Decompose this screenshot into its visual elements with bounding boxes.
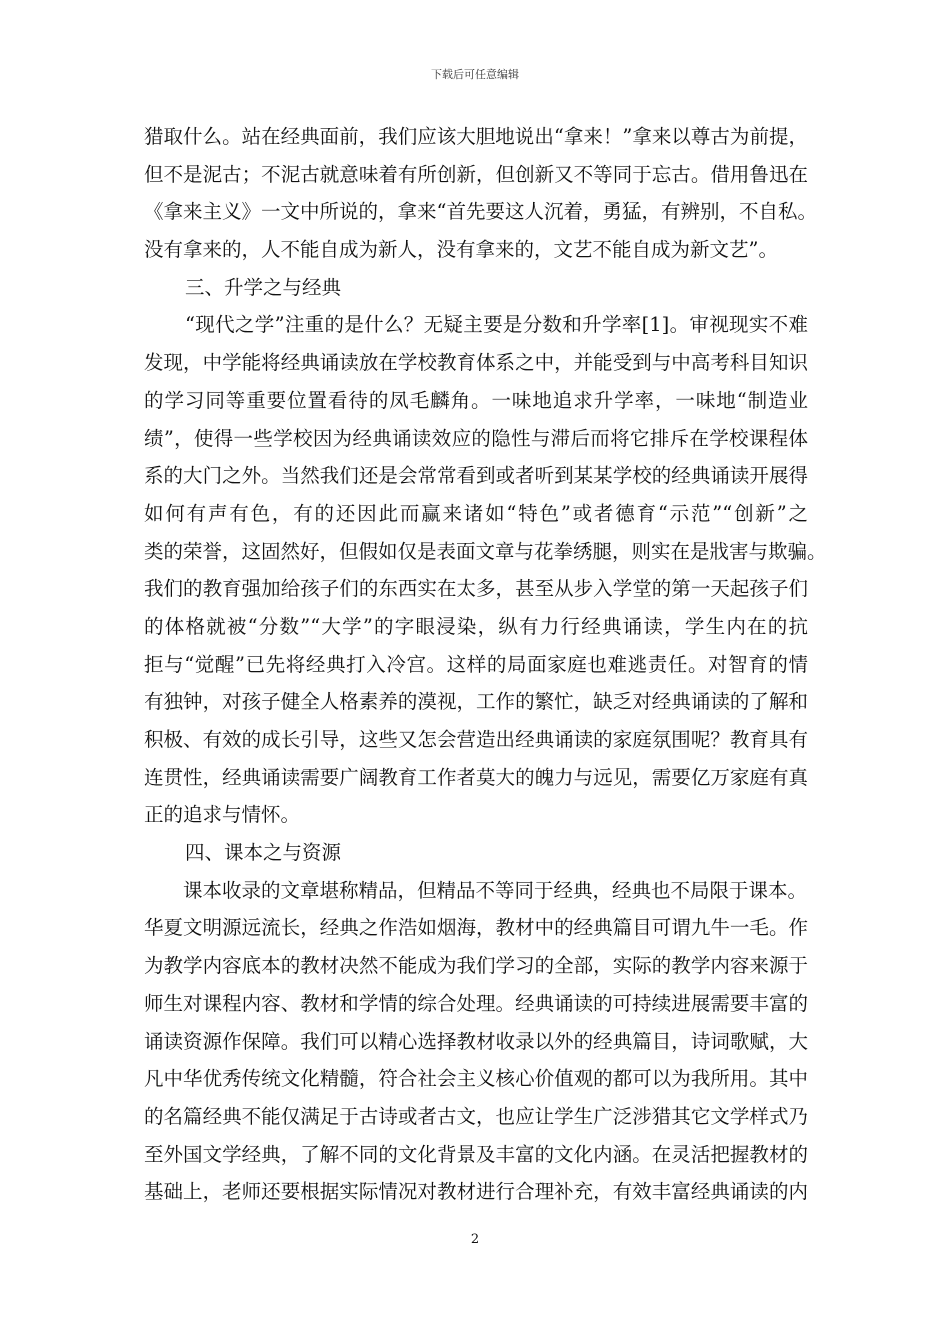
section-heading: 三、升学之与经典 [185, 275, 342, 299]
text-line: 诵读资源作保障。我们可以精心选择教材收录以外的经典篇目，诗词歌赋，大 [144, 1029, 808, 1053]
text-line: 至外国文学经典，了解不同的文化背景及丰富的文化内涵。在灵活把握教材的 [144, 1142, 808, 1166]
text-line: 猎取什么。站在经典面前，我们应该大胆地说出“拿来！”拿来以尊古为前提， [144, 125, 808, 148]
text-line: 但不是泥古；不泥古就意味着有所创新，但创新又不等同于忘古。借用鲁迅在 [144, 162, 808, 186]
text-line: 的学习同等重要位置看待的凤毛麟角。一味地追求升学率，一味地“制造业 [144, 388, 808, 412]
text-line: 正的追求与情怀。 [144, 803, 301, 827]
text-line: 我们的教育强加给孩子们的东西实在太多，甚至从步入学堂的第一天起孩子们 [144, 577, 808, 601]
text-line: 华夏文明源远流长，经典之作浩如烟海，教材中的经典篇目可谓九牛一毛。作 [144, 916, 808, 940]
text-line: 基础上，老师还要根据实际情况对教材进行合理补充，有效丰富经典诵读的内 [144, 1180, 808, 1204]
text-line: 的体格就被“分数”“大学”的字眼浸染，纵有力行经典诵读，学生内在的抗 [144, 614, 808, 638]
document-body [144, 118, 827, 1211]
text-line: 拒与“觉醒”已先将经典打入冷宫。这样的局面家庭也难逃责任。对智育的情 [144, 652, 808, 676]
text-line: 为教学内容底本的教材决然不能成为我们学习的全部，实际的教学内容来源于 [144, 954, 808, 978]
text-line: 《拿来主义》一文中所说的，拿来“首先要这人沉着，勇猛，有辨别，不自私。 [144, 200, 817, 224]
text-line: 类的荣誉，这固然好，但假如仅是表面文章与花拳绣腿，则实在是戕害与欺骗。 [144, 539, 827, 563]
text-line: 没有拿来的，人不能自成为新人，没有拿来的，文艺不能自成为新文艺”。 [144, 238, 778, 262]
text-line: 有独钟，对孩子健全人格素养的漠视，工作的繁忙，缺乏对经典诵读的了解和 [144, 690, 808, 714]
text-line: 师生对课程内容、教材和学情的综合处理。经典诵读的可持续进展需要丰富的 [144, 991, 808, 1015]
text-line: 绩”，使得一些学校因为经典诵读效应的隐性与滞后而将它排斥在学校课程体 [144, 426, 808, 450]
text-line: 的名篇经典不能仅满足于古诗或者古文，也应让学生广泛涉猎其它文学样式乃 [144, 1104, 808, 1128]
text-line: 如何有声有色，有的还因此而赢来诸如“特色”或者德育“示范”“创新”之 [144, 501, 808, 525]
page-number: 2 [470, 1232, 480, 1247]
text-line: 系的大门之外。当然我们还是会常常看到或者听到某某学校的经典诵读开展得 [144, 464, 808, 488]
text-line: 连贯性，经典诵读需要广阔教育工作者莫大的魄力与远见，需要亿万家庭有真 [144, 765, 808, 789]
section-heading: 四、课本之与资源 [185, 841, 342, 865]
text-line: 积极、有效的成长引导，这些又怎会营造出经典诵读的家庭氛围呢？教育具有 [144, 728, 808, 751]
text-line: 凡中华优秀传统文化精髓，符合社会主义核心价值观的都可以为我所用。其中 [144, 1067, 808, 1091]
page-header: 下载后可任意编辑 [431, 68, 519, 81]
text-line: 发现，中学能将经典诵读放在学校教育体系之中，并能受到与中高考科目知识 [144, 351, 808, 375]
text-line: 课本收录的文章堪称精品，但精品不等同于经典，经典也不局限于课本。 [183, 878, 808, 902]
text-line: “现代之学”注重的是什么？无疑主要是分数和升学率[1]。审视现实不难 [185, 313, 808, 337]
